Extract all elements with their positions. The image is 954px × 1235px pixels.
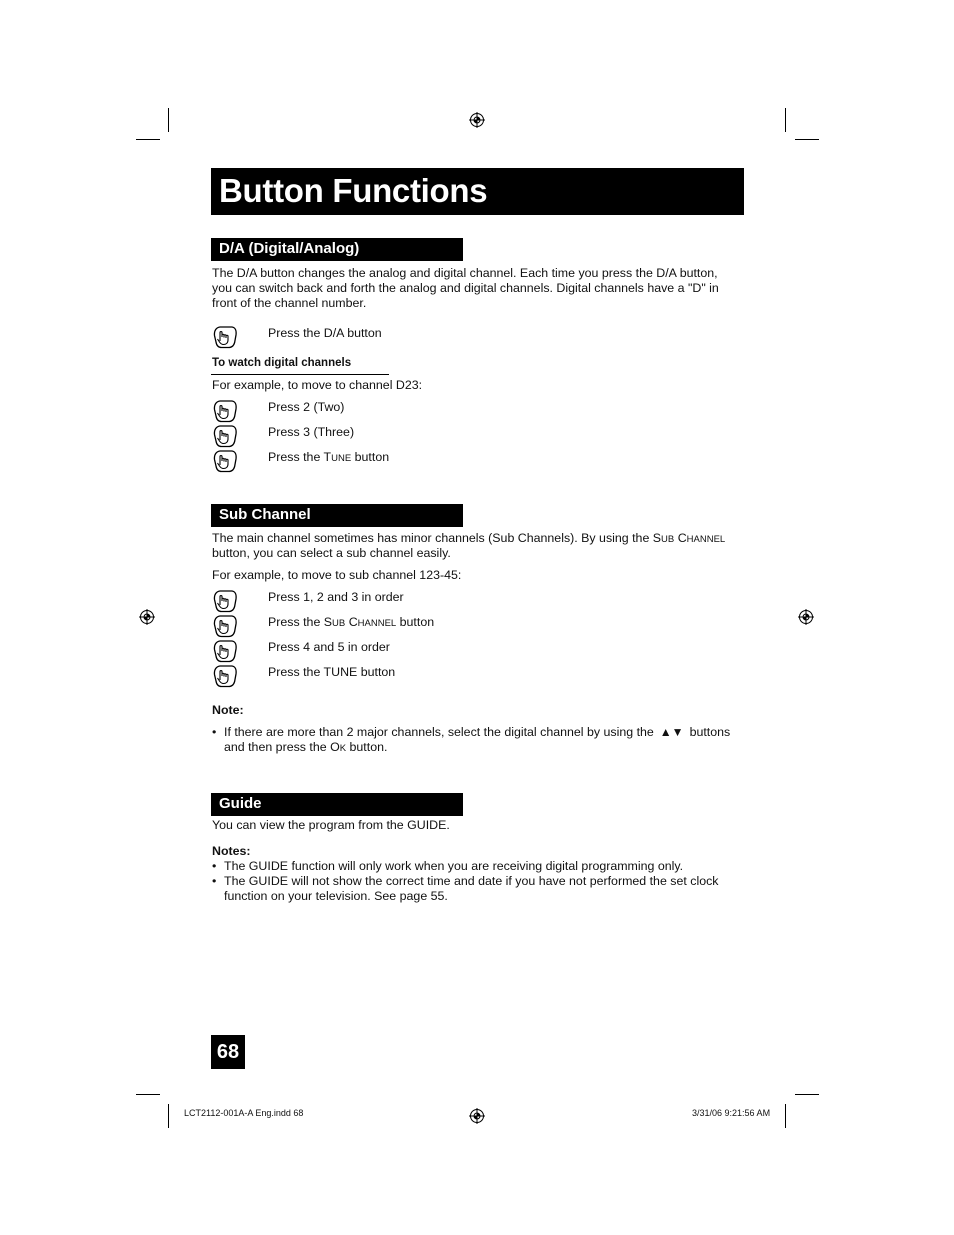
crop-mark bbox=[795, 1094, 819, 1095]
registration-mark-icon bbox=[798, 609, 814, 625]
text-run: If there are more than 2 major channels, select the digital channel by using the bbox=[224, 725, 654, 739]
section-heading-label: Guide bbox=[219, 795, 262, 812]
text-run: Press the S bbox=[268, 615, 333, 629]
guide-intro: You can view the program from the GUIDE. bbox=[212, 818, 450, 832]
page-title-bar bbox=[211, 168, 744, 215]
da-intro-line: The D/A button changes the analog and digital channel. Each time you press the D/A button, bbox=[212, 266, 718, 280]
section-heading-da bbox=[211, 238, 463, 261]
step-label: Press 4 and 5 in order bbox=[268, 640, 390, 654]
crop-mark bbox=[136, 139, 160, 140]
finger-press-icon bbox=[212, 399, 238, 423]
text-run: button. bbox=[346, 740, 388, 754]
bullet: • bbox=[212, 725, 217, 739]
small-caps-run: HANNEL bbox=[686, 534, 726, 545]
step-label: Press 3 (Three) bbox=[268, 425, 355, 439]
crop-mark bbox=[795, 139, 819, 140]
sub-example: For example, to move to sub channel 123-45: bbox=[212, 568, 462, 582]
step-label: Press the D/A button bbox=[268, 326, 382, 340]
text-run: C bbox=[674, 531, 687, 545]
up-down-arrows-icon: ▲▼ bbox=[659, 725, 684, 739]
da-intro-line: front of the channel number. bbox=[212, 296, 367, 310]
date-slug: 3/31/06 9:21:56 AM bbox=[692, 1108, 771, 1118]
section-heading-label: D/A (Digital/Analog) bbox=[219, 240, 360, 257]
bullet: • bbox=[212, 859, 217, 873]
file-slug: LCT2112-001A-A Eng.indd 68 bbox=[184, 1108, 304, 1118]
finger-press-icon bbox=[212, 614, 238, 638]
subheading-digital-channels: To watch digital channels bbox=[212, 357, 352, 369]
finger-press-icon bbox=[212, 449, 238, 473]
registration-mark-icon bbox=[469, 1108, 485, 1124]
guide-note: The GUIDE function will only work when you are receiving digital programming only. bbox=[224, 859, 684, 873]
crop-mark bbox=[785, 1104, 786, 1128]
small-caps-run: HANNEL bbox=[357, 618, 397, 629]
crop-mark bbox=[136, 1094, 160, 1095]
finger-press-icon bbox=[212, 589, 238, 613]
text-run: Press the T bbox=[268, 450, 332, 464]
subheading-underline bbox=[211, 374, 389, 375]
text-run: and then press the O bbox=[224, 740, 340, 754]
note-line bbox=[224, 740, 387, 756]
crop-mark bbox=[168, 108, 169, 132]
section-heading-label: Sub Channel bbox=[219, 506, 311, 523]
step-label: Press 1, 2 and 3 in order bbox=[268, 590, 404, 604]
small-caps-run: K bbox=[339, 743, 347, 754]
sub-intro-line bbox=[212, 531, 725, 547]
da-intro-line: you can switch back and forth the analog and digital channels. Digital channels have a "D" in bbox=[212, 281, 719, 295]
section-heading-guide bbox=[211, 793, 463, 816]
text-run: button bbox=[396, 615, 435, 629]
step-label-tune bbox=[268, 450, 389, 464]
finger-press-icon bbox=[212, 424, 238, 448]
text-run: The main channel sometimes has minor channels (Sub Channels). By using the S bbox=[212, 531, 662, 545]
registration-mark-icon bbox=[469, 112, 485, 128]
page-number: 68 bbox=[211, 1035, 245, 1069]
text-run: button bbox=[351, 450, 390, 464]
page-title: Button Functions bbox=[219, 172, 488, 209]
finger-press-icon bbox=[212, 325, 238, 349]
step-label: Press 2 (Two) bbox=[268, 400, 345, 414]
step-label: Press the TUNE button bbox=[268, 665, 396, 679]
sub-intro-line: button, you can select a sub channel easily. bbox=[212, 546, 451, 560]
guide-note: The GUIDE will not show the correct time and date if you have not performed the set clock bbox=[224, 874, 719, 888]
note-label: Note: bbox=[212, 703, 244, 717]
notes-label: Notes: bbox=[212, 844, 251, 858]
guide-note: function on your television. See page 55. bbox=[224, 889, 448, 903]
small-caps-run: UB bbox=[661, 534, 675, 545]
crop-mark bbox=[785, 108, 786, 132]
text-run: C bbox=[345, 615, 358, 629]
step-label-sub-channel bbox=[268, 615, 434, 629]
text-run: buttons bbox=[689, 725, 731, 739]
crop-mark bbox=[168, 1104, 169, 1128]
finger-press-icon bbox=[212, 664, 238, 688]
registration-mark-icon bbox=[139, 609, 155, 625]
section-heading-sub-channel bbox=[211, 504, 463, 527]
small-caps-run: UNE bbox=[331, 453, 352, 464]
small-caps-run: UB bbox=[332, 618, 346, 629]
da-example: For example, to move to channel D23: bbox=[212, 378, 423, 392]
note-line bbox=[224, 725, 730, 740]
finger-press-icon bbox=[212, 639, 238, 663]
bullet: • bbox=[212, 874, 217, 888]
